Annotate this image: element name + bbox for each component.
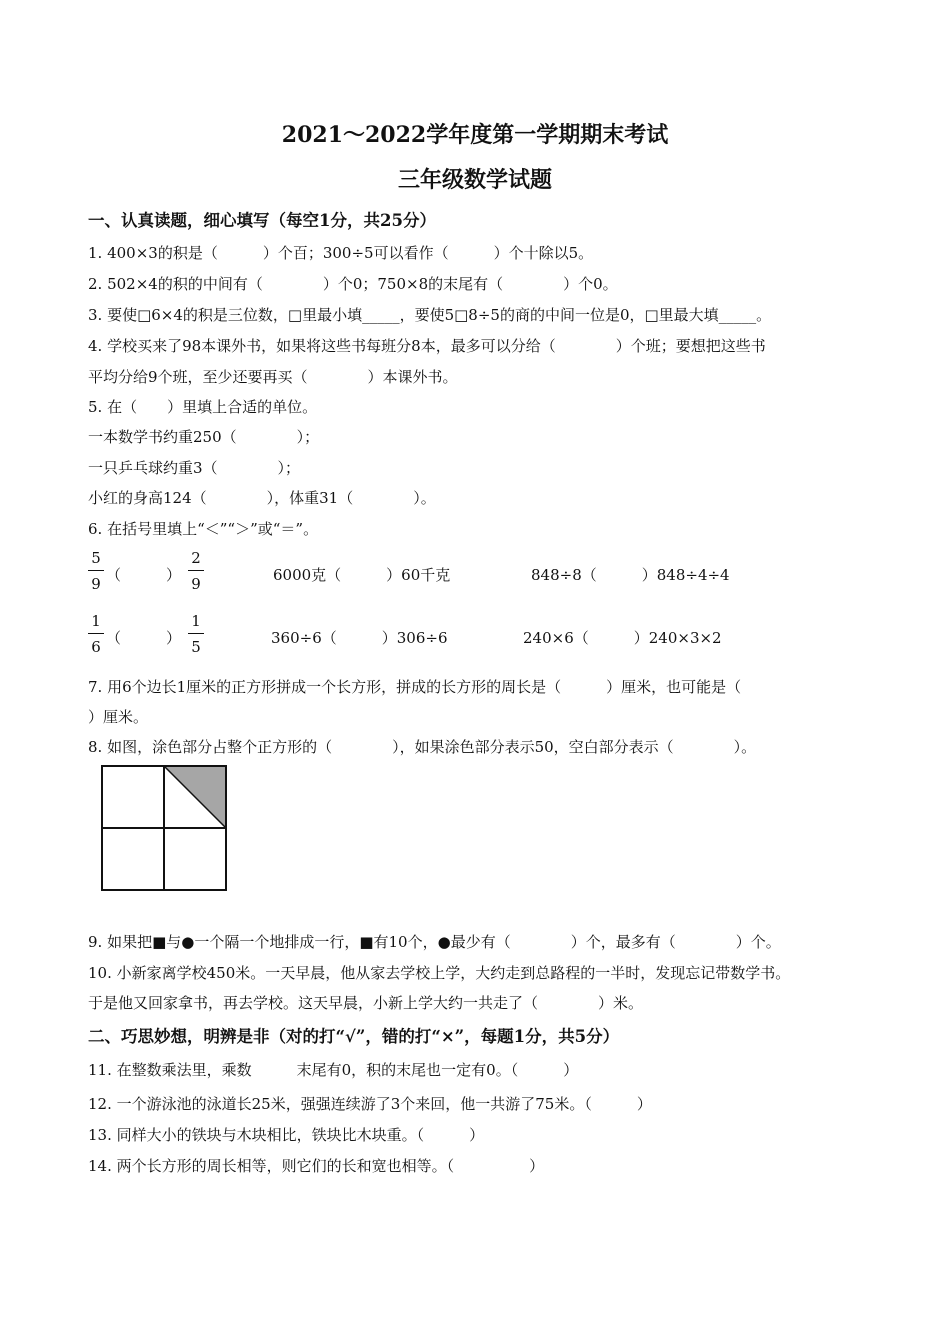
square-figure	[100, 764, 228, 892]
question-13: 13. 同样大小的铁块与木块相比，铁块比木块重。（ ）	[88, 1126, 485, 1144]
fraction-2-9	[188, 548, 204, 594]
compare-848-div: 848÷8（ ）848÷4÷4	[531, 566, 730, 584]
compare-360-306: 360÷6（ ）306÷6	[271, 629, 448, 647]
blank: （ ）	[106, 566, 182, 584]
question-8: 8. 如图，涂色部分占整个正方形的（ ），如果涂色部分表示50，空白部分表示（ ）。	[88, 738, 757, 756]
question-5-item-3: 小红的身高124（ ），体重31（ ）。	[88, 489, 436, 507]
numerator: 5	[91, 549, 101, 567]
question-10-line-2: 于是他又回家拿书，再去学校。这天早晨，小新上学大约一共走了（ ）米。	[88, 994, 644, 1012]
exam-title: 2021～2022学年度第一学期期末考试	[281, 122, 669, 148]
question-11: 11. 在整数乘法里，乘数 末尾有0，积的末尾也一定有0。（ ）	[88, 1061, 579, 1079]
question-2: 2. 502×4的积的中间有（ ）个0；750×8的末尾有（ ）个0。	[88, 275, 618, 293]
numerator: 1	[191, 612, 201, 630]
question-5-item-2: 一只乒乓球约重3（ ）；	[88, 459, 301, 477]
section-1-heading: 一、认真读题，细心填写（每空1分，共25分）	[88, 211, 436, 230]
question-10-line-1: 10. 小新家离学校450米。一天早晨，他从家去学校上学，大约走到总路程的一半时，发现忘记带数学书。	[88, 964, 791, 982]
question-7-line-1: 7. 用6个边长1厘米的正方形拼成一个长方形，拼成的长方形的周长是（ ）厘米，也可能是（	[88, 678, 742, 696]
fraction-1-5	[188, 611, 204, 657]
question-6: 6. 在括号里填上“＜”“＞”或“＝”。	[88, 520, 319, 538]
fraction-1-6	[88, 611, 104, 657]
question-5: 5. 在（ ）里填上合适的单位。	[88, 398, 318, 416]
blank: （ ）	[106, 629, 182, 647]
denominator: 5	[191, 638, 201, 656]
question-5-item-1: 一本数学书约重250（ ）；	[88, 428, 320, 446]
exam-subtitle: 三年级数学试题	[397, 167, 552, 193]
numerator: 2	[191, 549, 201, 567]
compare-240-mult: 240×6（ ）240×3×2	[523, 629, 722, 647]
question-7-line-2: ）厘米。	[88, 708, 149, 726]
question-4-line-1: 4. 学校买来了98本课外书，如果将这些书每班分8本，最多可以分给（ ）个班；要想把这些书	[88, 337, 766, 355]
numerator: 1	[91, 612, 101, 630]
compare-6000g-60kg: 6000克（ ）60千克	[273, 566, 451, 584]
question-4-line-2: 平均分给9个班，至少还要再买（ ）本课外书。	[88, 368, 458, 386]
section-2-heading: 二、巧思妙想，明辨是非（对的打“√”，错的打“×”，每题1分，共5分）	[88, 1027, 620, 1046]
denominator: 9	[191, 575, 201, 593]
question-9: 9. 如果把■与●一个隔一个地排成一行，■有10个，●最少有（ ）个，最多有（ ）个。	[88, 933, 781, 951]
denominator: 9	[91, 575, 101, 593]
fraction-5-9	[88, 548, 104, 594]
question-14: 14. 两个长方形的周长相等，则它们的长和宽也相等。（ ）	[88, 1157, 545, 1175]
question-3: 3. 要使□6×4的积是三位数，□里最小填_____，要使5□8÷5的商的中间一位是0，□里最大填_____。	[88, 306, 772, 324]
denominator: 6	[91, 638, 101, 656]
question-12: 12. 一个游泳池的泳道长25米，强强连续游了3个来回，他一共游了75米。（ ）	[88, 1095, 652, 1113]
question-1: 1. 400×3的积是（ ）个百；300÷5可以看作（ ）个十除以5。	[88, 244, 594, 262]
